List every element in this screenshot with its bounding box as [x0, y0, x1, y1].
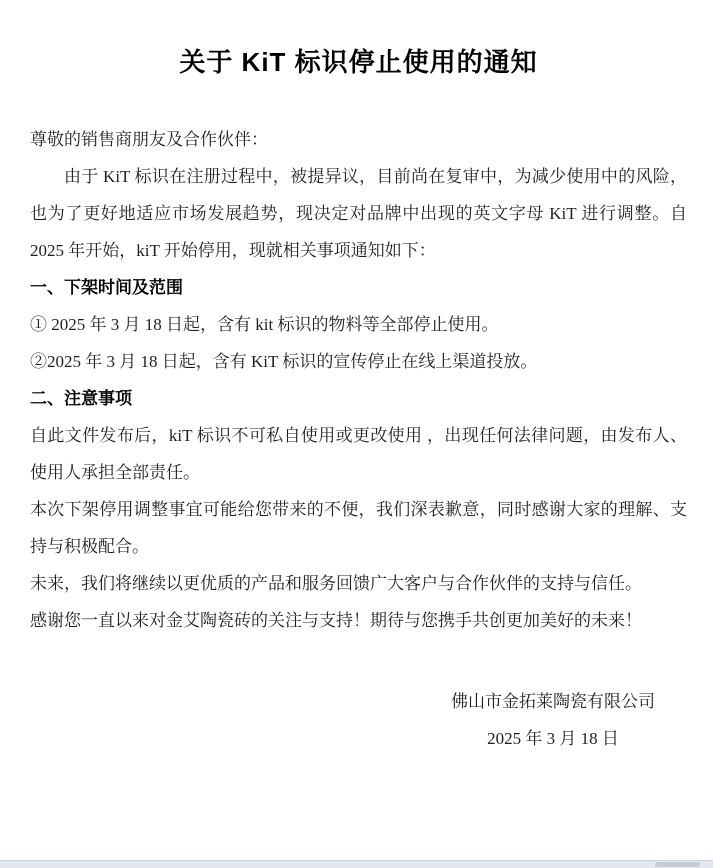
signature-company: 佛山市金拓莱陶瓷有限公司	[451, 692, 655, 711]
horizontal-scrollbar-thumb[interactable]	[655, 862, 700, 867]
notice-paragraph-future: 未来，我们将继续以更优质的产品和服务回馈广大客户与合作伙伴的支持与信任。	[30, 574, 642, 593]
notice-body	[30, 121, 687, 757]
notice-paragraph-responsibility: 自此文件发布后，kiT 标识不可私自使用或更改使用 ，出现任何法律问题，由发布人、使用人承担全部责任。	[30, 426, 687, 482]
section-1-item-2: ②2025 年 3 月 18 日起，含有 KiT 标识的宣传停止在线上渠道投放。	[30, 352, 538, 371]
notice-paragraph-apology: 本次下架停用调整事宜可能给您带来的不便，我们深表歉意，同时感谢大家的理解、支持与积极配合。	[30, 500, 687, 556]
signature-block	[368, 683, 713, 757]
signature-date: 2025 年 3 月 18 日	[487, 729, 619, 748]
intro-paragraph: 由于 KiT 标识在注册过程中，被提异议，目前尚在复审中，为减少使用中的风险，也为了更好地适应市场发展趋势，现决定对品牌中出现的英文字母 KiT 进行调整。自 2025 年开始，kiT 开始停用，现就相关事项通知如下：	[30, 167, 687, 260]
section-2-heading: 二、注意事项	[30, 389, 132, 408]
section-1-item-1: ① 2025 年 3 月 18 日起，含有 kit 标识的物料等全部停止使用。	[30, 315, 499, 334]
greeting-line: 尊敬的销售商朋友及合作伙伴：	[30, 130, 268, 149]
notice-paragraph-thanks: 感谢您一直以来对金艾陶瓷砖的关注与支持！期待与您携手共创更加美好的未来！	[30, 611, 642, 630]
horizontal-scrollbar-track[interactable]	[0, 860, 713, 868]
section-1-heading: 一、下架时间及范围	[30, 278, 183, 297]
notice-title: 关于 KiT 标识停止使用的通知	[179, 47, 538, 77]
